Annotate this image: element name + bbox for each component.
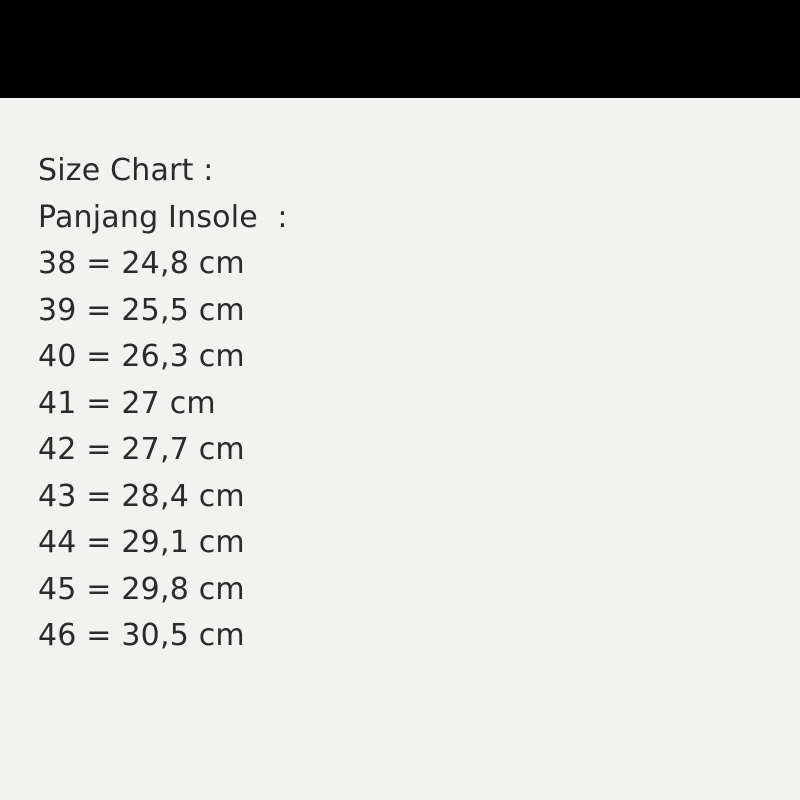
size-chart-text-block [38,148,558,660]
size-row: 45 = 29,8 cm [38,571,245,607]
size-chart-card [0,98,800,800]
size-row: 41 = 27 cm [38,385,216,421]
size-row: 43 = 28,4 cm [38,478,245,514]
size-row: 42 = 27,7 cm [38,432,245,467]
size-chart-subtitle: Panjang Insole : [38,199,288,235]
size-row: 39 = 25,5 cm [38,292,245,328]
size-row: 46 = 30,5 cm [38,618,245,653]
size-row: 40 = 26,3 cm [38,339,245,374]
size-row: 38 = 24,8 cm [38,246,245,281]
top-black-band [0,0,800,98]
size-row: 44 = 29,1 cm [38,525,245,560]
size-chart-title: Size Chart : [38,153,214,188]
